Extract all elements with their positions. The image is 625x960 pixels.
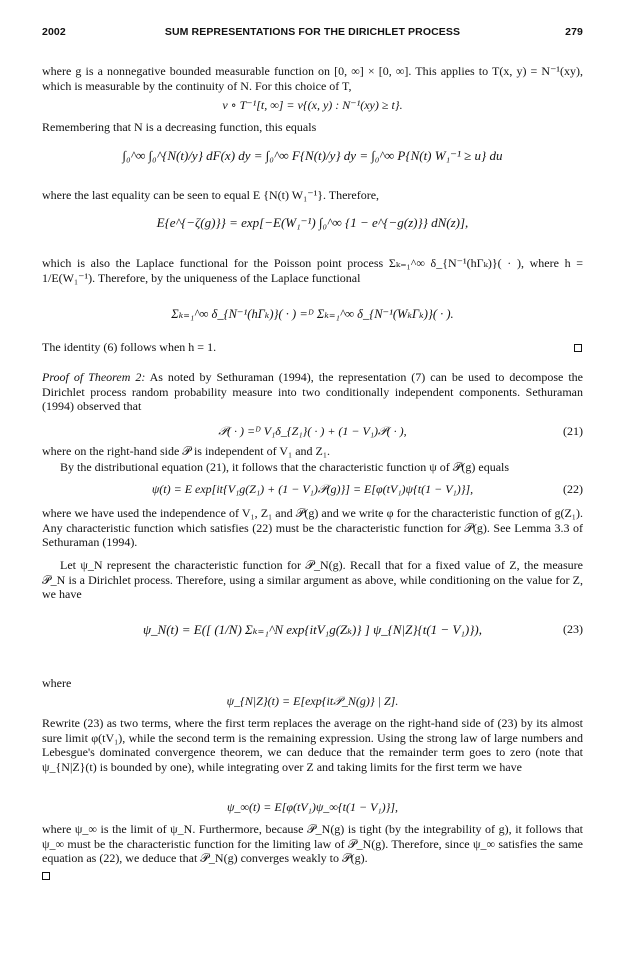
proof-text: As noted by Sethuraman (1994), the representation (7) can be used to decompose the Dirichlet process random probability measure into two conditionally independent components. Sethuraman (1994) observed that xyxy=(42,370,584,414)
equation-23-body: ψ_N(t) = E([ (1/N) Σₖ₌₁^N exp{itV₁g(Zₖ)} ] ψ_{N|Z}{t(1 − V₁)}), xyxy=(142,622,483,637)
qed-symbol xyxy=(574,344,582,352)
equation-psi-infinity: ψ_∞(t) = E[φ(tV₁)ψ_∞{t(1 − V₁)}], xyxy=(226,800,399,814)
paragraph-independent: where on the right-hand side 𝒫 is independent of V₁ and Z₁. xyxy=(42,444,331,458)
equation-21-body: 𝒫( · ) =ᴰ V₁δ_{Z₁}( · ) + (1 − V₁)𝒫( · ), xyxy=(218,424,407,438)
equation-laplace-functional: E{e^{−ζ(g)}} = exp[−E(W₁⁻¹) ∫₀^∞ {1 − e^{−g(z)}} dN(z)], xyxy=(156,215,469,230)
equation-psi-n-z: ψ_{N|Z}(t) = E[exp{it𝒫_N(g)} | Z]. xyxy=(226,694,399,708)
equation-nu-t-inverse: ν ∘ T⁻¹[t, ∞] = ν{(x, y) : N⁻¹(xy) ≥ t}. xyxy=(222,98,403,112)
header-year: 2002 xyxy=(42,26,66,38)
paragraph-independence: where we have used the independence of V₁, Z₁ and 𝒫(g) and we write φ for the characteristic function of g(Z₁). Any characteristic function which satisfies (22) must be the characteristic function for 𝒫(g). See Lemma 3.3 of Sethuraman (1994). xyxy=(42,506,583,550)
paragraph-psi-n: Let ψ_N represent the characteristic function for 𝒫_N(g). Recall that for a fixed value of Z, the measure 𝒫_N is a Dirichlet process. Therefore, using a similar argument as above, while conditioning on the value for Z, we have xyxy=(42,558,583,602)
paragraph-identity-6: The identity (6) follows when h = 1. xyxy=(42,340,217,354)
equation-22 xyxy=(42,482,583,497)
header-title: SUM REPRESENTATIONS FOR THE DIRICHLET PROCESS xyxy=(164,26,461,38)
equation-22-body: ψ(t) = E exp[it{V₁g(Z₁) + (1 − V₁)𝒫(g)}] = E[φ(tV₁)ψ{t(1 − V₁)}], xyxy=(151,482,474,496)
paragraph-where: where xyxy=(42,676,72,690)
equation-sum-identity: Σₖ₌₁^∞ δ_{N⁻¹(hΓₖ)}( · ) =ᴰ Σₖ₌₁^∞ δ_{N⁻¹(WₖΓₖ)}( · ). xyxy=(171,307,454,321)
equation-23-number: (23) xyxy=(563,622,583,636)
qed-symbol-end xyxy=(42,872,50,880)
proof-lead: Proof of Theorem 2: xyxy=(42,370,146,384)
equation-double-integral: ∫₀^∞ ∫₀^{N(t)/y} dF(x) dy = ∫₀^∞ F{N(t)/y} dy = ∫₀^∞ P{N(t) W₁⁻¹ ≥ u} du xyxy=(122,148,503,163)
equation-22-number: (22) xyxy=(563,482,583,496)
header-page-number: 279 xyxy=(565,26,583,38)
paragraph-conclusion: where ψ_∞ is the limit of ψ_N. Furthermore, because 𝒫_N(g) is tight (by the integrability of g), it follows that ψ_∞ must be the characteristic function for the limiting law of 𝒫_N(g). Therefore, since ψ_∞ satisfies the same equation as (22), we deduce that 𝒫_N(g) converges weakly to 𝒫(g). xyxy=(42,822,583,866)
equation-23 xyxy=(42,622,583,638)
paragraph-poisson: which is also the Laplace functional for the Poisson point process Σₖ₌₁^∞ δ_{N⁻¹(hΓₖ)}( · ), where h = 1/E(W₁⁻¹). Therefore, by the uniqueness of the Laplace functional xyxy=(42,256,583,285)
paragraph-rewrite-23: Rewrite (23) as two terms, where the first term replaces the average on the right-hand side of (23) by its almost sure limit φ(tV₁), while the second term is the remaining expression. Using the strong law of large numbers and Lebesgue's dominated convergence theorem, we can deduce that the remainder term goes to zero (note that ψ_{N|Z}(t) is bounded by one), while integrating over Z and taking limits for the first term we have xyxy=(42,716,583,774)
paragraph-intro: where g is a nonnegative bounded measurable function on [0, ∞] × [0, ∞]. This applies to T(x, y) = N⁻¹(xy), which is measurable by the continuity of N. For this choice of T, xyxy=(42,64,583,93)
paragraph-decreasing: Remembering that N is a decreasing function, this equals xyxy=(42,120,317,134)
paragraph-proof-theorem-2 xyxy=(42,370,583,414)
running-header xyxy=(42,26,583,42)
equation-21-number: (21) xyxy=(563,424,583,438)
equation-21 xyxy=(42,424,583,439)
paragraph-last-equality: where the last equality can be seen to equal E {N(t) W₁⁻¹}. Therefore, xyxy=(42,188,380,202)
paragraph-distributional: By the distributional equation (21), it follows that the characteristic function ψ of 𝒫(g) equals xyxy=(60,460,510,474)
